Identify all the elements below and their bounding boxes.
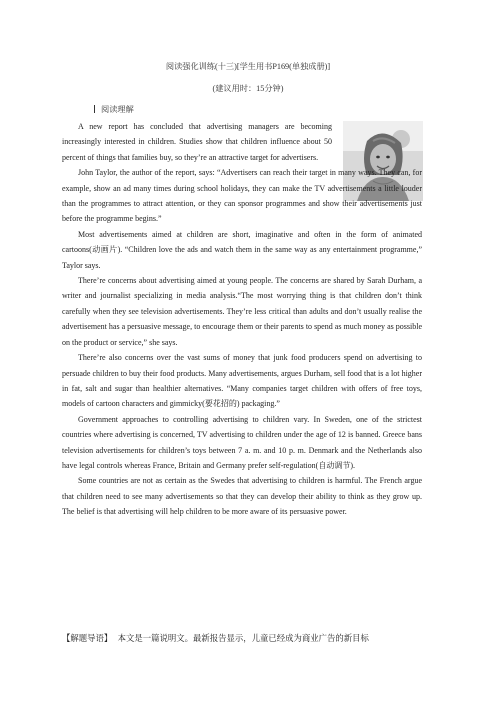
article-body (62, 119, 422, 520)
paragraph-5: There’re also concerns over the vast sums of money that junk food producers spend on advertising to persuade children to buy their food products. Many advertisements, argues Durham, sell food that is a lot higher in fat, salt and sugar than healthier alternatives. “Many companies target children with offers of free toys, models of cartoon characters and gimmicky(要花招的) packaging.” (62, 353, 422, 409)
paragraph-7: Some countries are not as certain as the Swedes that advertising to children is harmful. The French argue that children need to see many advertisements so that they can develop their ability to think as they grow up. The belief is that advertising will help children to be more aware of its persuasive power. (62, 476, 422, 517)
paragraph-2: John Taylor, the author of the report, says: “Advertisers can reach their target in many ways. They can, for example, show an ad many times during school holidays, they can make the TV advertisements a little louder than the programmes to attract attention, or they can sponsor programmes and show their advertisements just before the programme begins.” (62, 168, 422, 224)
section-heading (94, 104, 134, 115)
paragraph-1: A new report has concluded that advertising managers are becoming increasingly interested in children. Studies show that children influence about 50 percent of things that families buy, so they’re an attractive target for advertisers. (62, 122, 332, 162)
paragraph-6: Government approaches to controlling advertising to children vary. In Sweden, one of the strictest countries where advertising is concerned, TV advertising to children under the age of 12 is banned. Greece bans television advertisements for children’s toys between 7 a. m. and 10 p. m. Denmark and the Netherlands also have legal controls whereas France, Britain and Germany prefer self-regulation(自动调节). (62, 414, 422, 470)
section-marker-icon (94, 105, 95, 113)
guide-text: 本文是一篇说明文。最新报告显示，儿童已经成为商业广告的新目标 (117, 633, 369, 643)
guide-note (62, 632, 442, 644)
page-title: 阅读强化训练(十三)[学生用书P169(单独成册)] (165, 62, 331, 71)
paragraph-3: Most advertisements aimed at children are short, imaginative and often in the form of animated cartoons(动画片). “Children love the ads and watch them in the same way as any entertainment programme,” Taylor says. (62, 229, 422, 270)
section-heading-label: 阅读理解 (101, 105, 134, 114)
paragraph-4: There’re concerns about advertising aimed at young people. The concerns are shared by Sarah Durham, a writer and journalist specializing in media analysis.“The most worrying thing is that children don’t think carefully when they see television advertisements. They’re less critical than adults and don’t usually realise the advertisement has a persuasive message, to encourage them or their parents to spend as much money as possible on the product or service,” she says. (62, 276, 422, 347)
time-suggestion: (建议用时：15分钟) (212, 84, 284, 93)
guide-label: 【解题导语】 (62, 633, 113, 643)
